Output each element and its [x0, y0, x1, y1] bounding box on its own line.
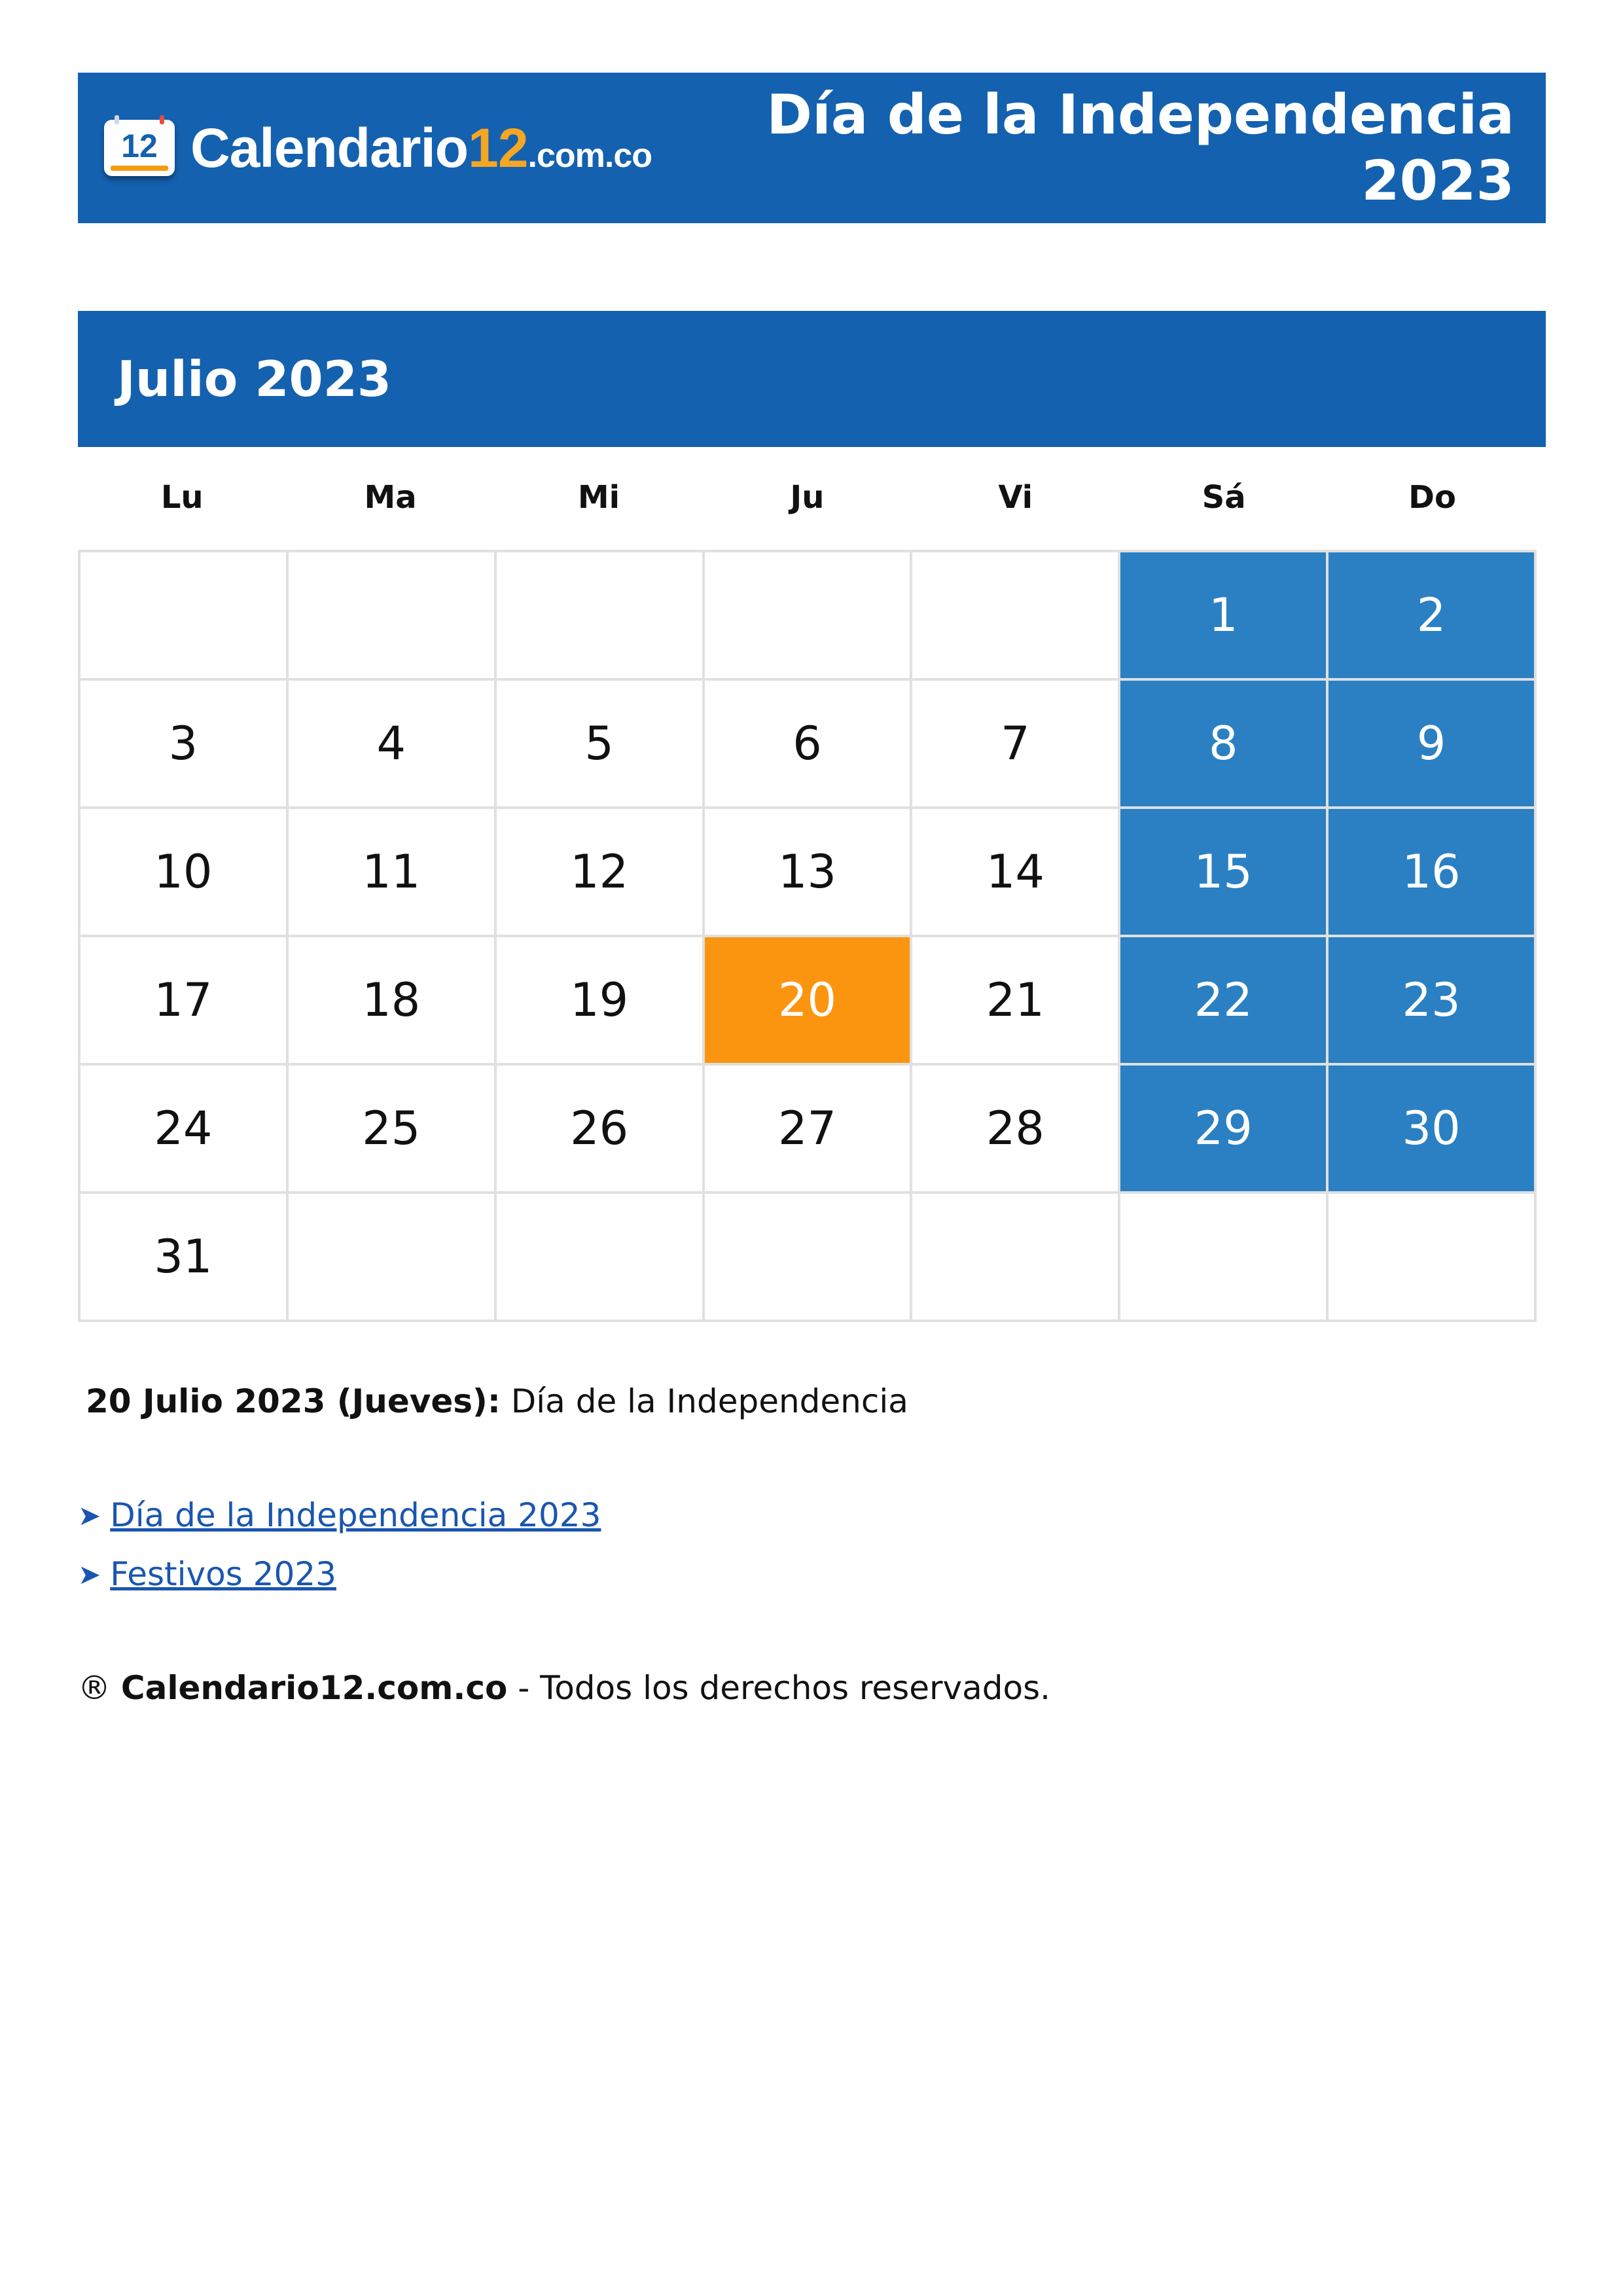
footer	[78, 1669, 1050, 1707]
logo-tld: .com.co	[527, 136, 652, 175]
calendar-day-8[interactable]: 8	[1120, 681, 1329, 809]
calendar-day-26[interactable]: 26	[497, 1066, 705, 1194]
link-item	[78, 1486, 601, 1545]
calendar-day-1[interactable]: 1	[1120, 552, 1329, 681]
page-title-line1: Día de la Independencia	[766, 82, 1514, 147]
page-title	[766, 82, 1514, 214]
calendar-empty-cell	[289, 1194, 497, 1322]
weekday-header	[78, 471, 1537, 524]
related-links	[78, 1486, 601, 1604]
site-logo[interactable]	[104, 117, 652, 180]
weekday-label: Sá	[1202, 479, 1246, 516]
calendar-day-20[interactable]: 20	[705, 937, 913, 1066]
calendar-empty-cell	[497, 552, 705, 681]
footer-text: - Todos los derechos reservados.	[518, 1669, 1051, 1707]
calendar-day-11[interactable]: 11	[289, 809, 497, 937]
calendar-empty-cell	[912, 1194, 1120, 1322]
arrow-right-icon: ➤	[78, 1499, 101, 1532]
calendar-empty-cell	[705, 1194, 913, 1322]
weekday-label: Lu	[160, 479, 204, 516]
calendar-day-29[interactable]: 29	[1120, 1066, 1329, 1194]
calendar-empty-cell	[705, 552, 913, 681]
calendar-day-28[interactable]: 28	[912, 1066, 1120, 1194]
weekday-label: Do	[1408, 479, 1456, 516]
calendar-empty-cell	[497, 1194, 705, 1322]
calendar-day-31[interactable]: 31	[80, 1194, 289, 1322]
calendar-day-30[interactable]: 30	[1329, 1066, 1537, 1194]
calendar-empty-cell	[289, 552, 497, 681]
weekday-label: Mi	[577, 479, 620, 516]
calendar-empty-cell	[80, 552, 289, 681]
calendar-day-7[interactable]: 7	[912, 681, 1120, 809]
page-title-line2: 2023	[1361, 149, 1514, 213]
link-item	[78, 1545, 601, 1604]
holiday-date-label: 20 Julio 2023 (Jueves):	[86, 1382, 501, 1420]
weekday-label: Vi	[998, 479, 1033, 516]
holiday-note	[86, 1382, 908, 1420]
weekday-label: Ma	[364, 479, 417, 516]
month-title: Julio 2023	[117, 350, 392, 408]
holiday-name: Día de la Independencia	[510, 1382, 908, 1420]
calendar-day-4[interactable]: 4	[289, 681, 497, 809]
registered-symbol: ®	[78, 1669, 111, 1707]
calendar-day-23[interactable]: 23	[1329, 937, 1537, 1066]
header-banner	[78, 73, 1546, 223]
logo-name: Calendario	[190, 117, 469, 179]
footer-brand: Calendario12.com.co	[120, 1669, 508, 1707]
calendar-logo-icon	[104, 120, 175, 176]
calendar-day-15[interactable]: 15	[1120, 809, 1329, 937]
weekday-label: Ju	[790, 479, 825, 516]
link-festivos-2023[interactable]: Festivos 2023	[110, 1555, 336, 1593]
calendar-day-24[interactable]: 24	[80, 1066, 289, 1194]
calendar-empty-cell	[1329, 1194, 1537, 1322]
calendar-day-9[interactable]: 9	[1329, 681, 1537, 809]
calendar-day-3[interactable]: 3	[80, 681, 289, 809]
logo-accent: 12	[468, 117, 528, 179]
logo-wordmark	[190, 117, 652, 180]
calendar-day-14[interactable]: 14	[912, 809, 1120, 937]
calendar-empty-cell	[912, 552, 1120, 681]
calendar-day-22[interactable]: 22	[1120, 937, 1329, 1066]
calendar-day-13[interactable]: 13	[705, 809, 913, 937]
calendar-day-5[interactable]: 5	[497, 681, 705, 809]
calendar-day-2[interactable]: 2	[1329, 552, 1537, 681]
calendar-day-12[interactable]: 12	[497, 809, 705, 937]
calendar-empty-cell	[1120, 1194, 1329, 1322]
calendar-day-25[interactable]: 25	[289, 1066, 497, 1194]
month-banner	[78, 311, 1546, 447]
calendar-day-6[interactable]: 6	[705, 681, 913, 809]
calendar-day-10[interactable]: 10	[80, 809, 289, 937]
calendar-day-27[interactable]: 27	[705, 1066, 913, 1194]
calendar-day-16[interactable]: 16	[1329, 809, 1537, 937]
logo-icon-number: 12	[121, 128, 158, 164]
calendar-day-21[interactable]: 21	[912, 937, 1120, 1066]
arrow-right-icon: ➤	[78, 1558, 101, 1590]
link-independence-day-2023[interactable]: Día de la Independencia 2023	[110, 1496, 601, 1534]
calendar-day-19[interactable]: 19	[497, 937, 705, 1066]
calendar-day-17[interactable]: 17	[80, 937, 289, 1066]
calendar-day-18[interactable]: 18	[289, 937, 497, 1066]
calendar-grid	[78, 550, 1537, 1322]
